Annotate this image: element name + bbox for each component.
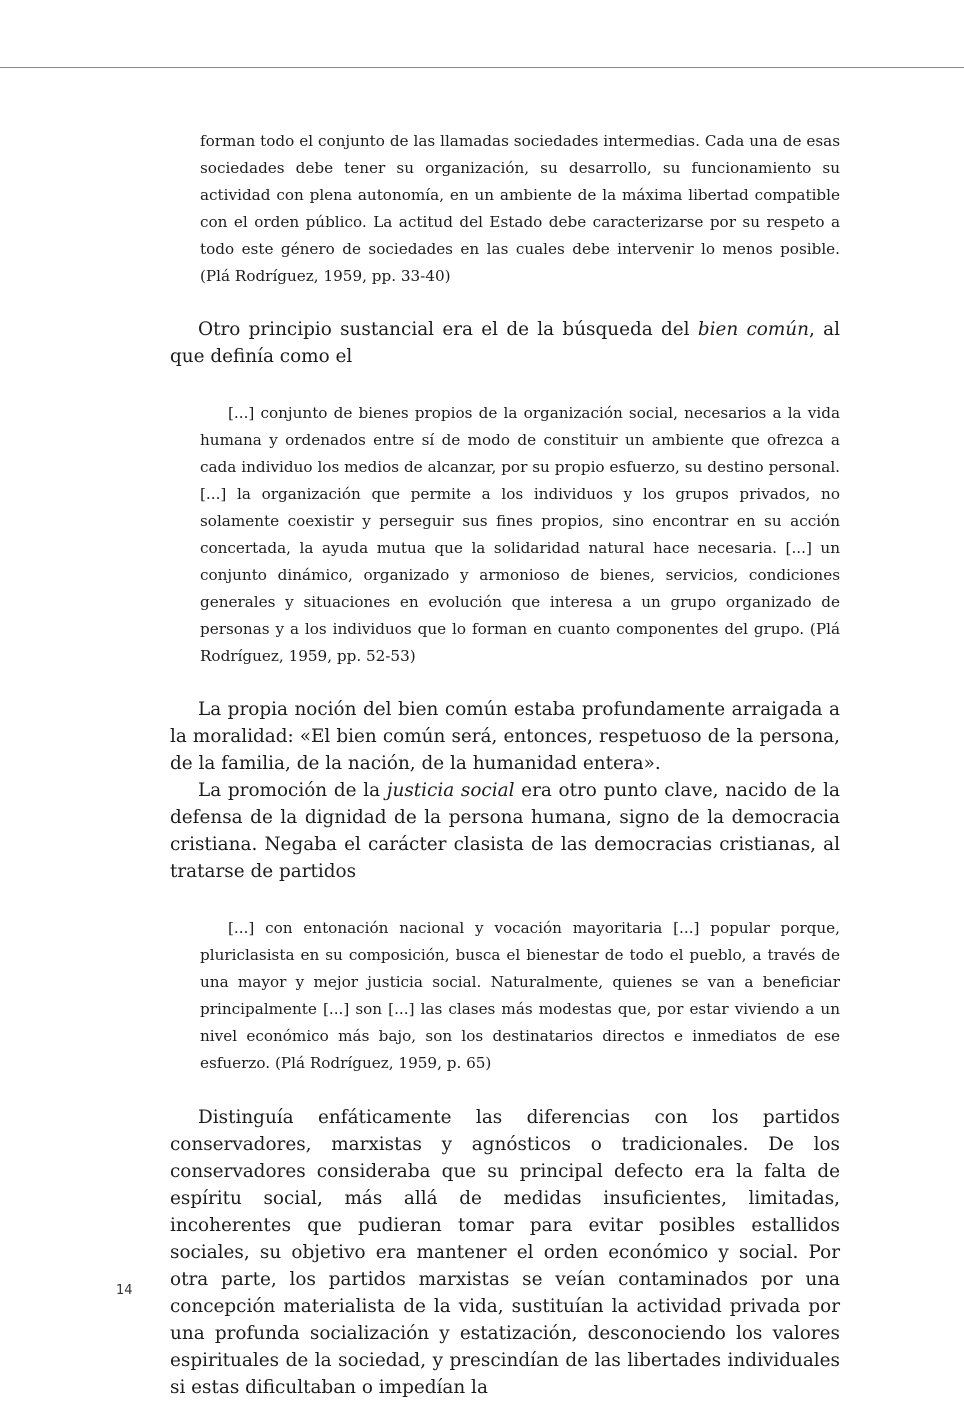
paragraph-text: Distinguía enfáticamente las diferencias con los partidos conservadores, marxistas y agnósticos o tradicionales. De los conservadores consideraba que su principal defecto era la falta de espíritu social, más allá de medidas insuficientes, limitadas, incoherentes que pudieran tomar para evitar posibles estallidos sociales, su objetivo era mantener el orden económico y social. Por otra parte, los partidos marxistas se veían contaminados por una concepción materialista de la vida, sustituían la actividad privada por una profunda socialización y estatización, desconociendo los valores espirituales de la sociedad, y prescindían de las libertades individuales si estas dificultaban o impedían la [170,1107,840,1398]
paragraphs-moralidad-justicia [170,696,840,885]
paragraph-bien-comun [170,316,840,370]
paragraph-diferencias [170,1104,840,1401]
emphasis-bien-comun: bien común [697,319,810,340]
paragraph-moralidad: La propia noción del bien común estaba profundamente arraigada a la moralidad: «El bien común será, entonces, respetuoso de la persona, de la familia, de la nación, de la humanidad entera». [170,699,840,774]
text-run: , al que definía como el [170,319,840,367]
block-quote-bien-comun [200,400,840,670]
text-run: Otro principio sustancial era el de la búsqueda del [198,319,698,340]
page-number: 14 [116,1283,133,1298]
quote-text: [...] con entonación nacional y vocación mayoritaria [...] popular porque, pluriclasista en su composición, busca el bienestar de todo el pueblo, a través de una mayor y mejor justicia social. Naturalmente, quienes se van a beneficiar principalmente [...] son [...] las clases más modestas que, por estar viviendo a un nivel económico más bajo, son los destinatarios directos e inmediatos de ese esfuerzo. (Plá Rodríguez, 1959, p. 65) [200,919,840,1072]
paragraph-text [170,316,840,370]
block-quote-partidos [200,915,840,1077]
block-quote-societies [200,128,840,290]
quote-text: [...] conjunto de bienes propios de la organización social, necesarios a la vida humana y ordenados entre sí de modo de constituir un ambiente que ofrezca a cada individuo los medios de alcanzar, por su propio esfuerzo, su destino personal. [...] la organización que permite a los individuos y los grupos privados, no solamente coexistir y perseguir sus fines propios, sino encontrar en su acción concertada, la ayuda mutua que la solidaridad natural hace necesaria. [...] un conjunto dinámico, organizado y armonioso de bienes, servicios, condiciones generales y situaciones en evolución que interesa a un grupo organizado de personas y a los individuos que lo forman en cuanto componentes del grupo. (Plá Rodríguez, 1959, pp. 52-53) [200,404,840,665]
header-rule [0,67,964,68]
paragraph-justicia-social [170,777,840,885]
text-run: La promoción de la [198,780,387,801]
text-run: era otro punto clave, nacido de la defensa de la dignidad de la persona humana, signo de la democracia cristiana. Negaba el carácter clasista de las democracias cristianas, al tratarse de partidos [170,780,840,882]
emphasis-justicia-social: justicia social [386,780,515,801]
page-content [170,128,840,1401]
quote-text: forman todo el conjunto de las llamadas sociedades intermedias. Cada una de esas sociedades debe tener su organización, su desarrollo, su funcionamiento su actividad con plena autonomía, en un ambiente de la máxima libertad compatible con el orden público. La actitud del Estado debe caracterizarse por su respeto a todo este género de sociedades en las cuales debe intervenir lo menos posible. (Plá Rodríguez, 1959, pp. 33-40) [200,132,840,285]
